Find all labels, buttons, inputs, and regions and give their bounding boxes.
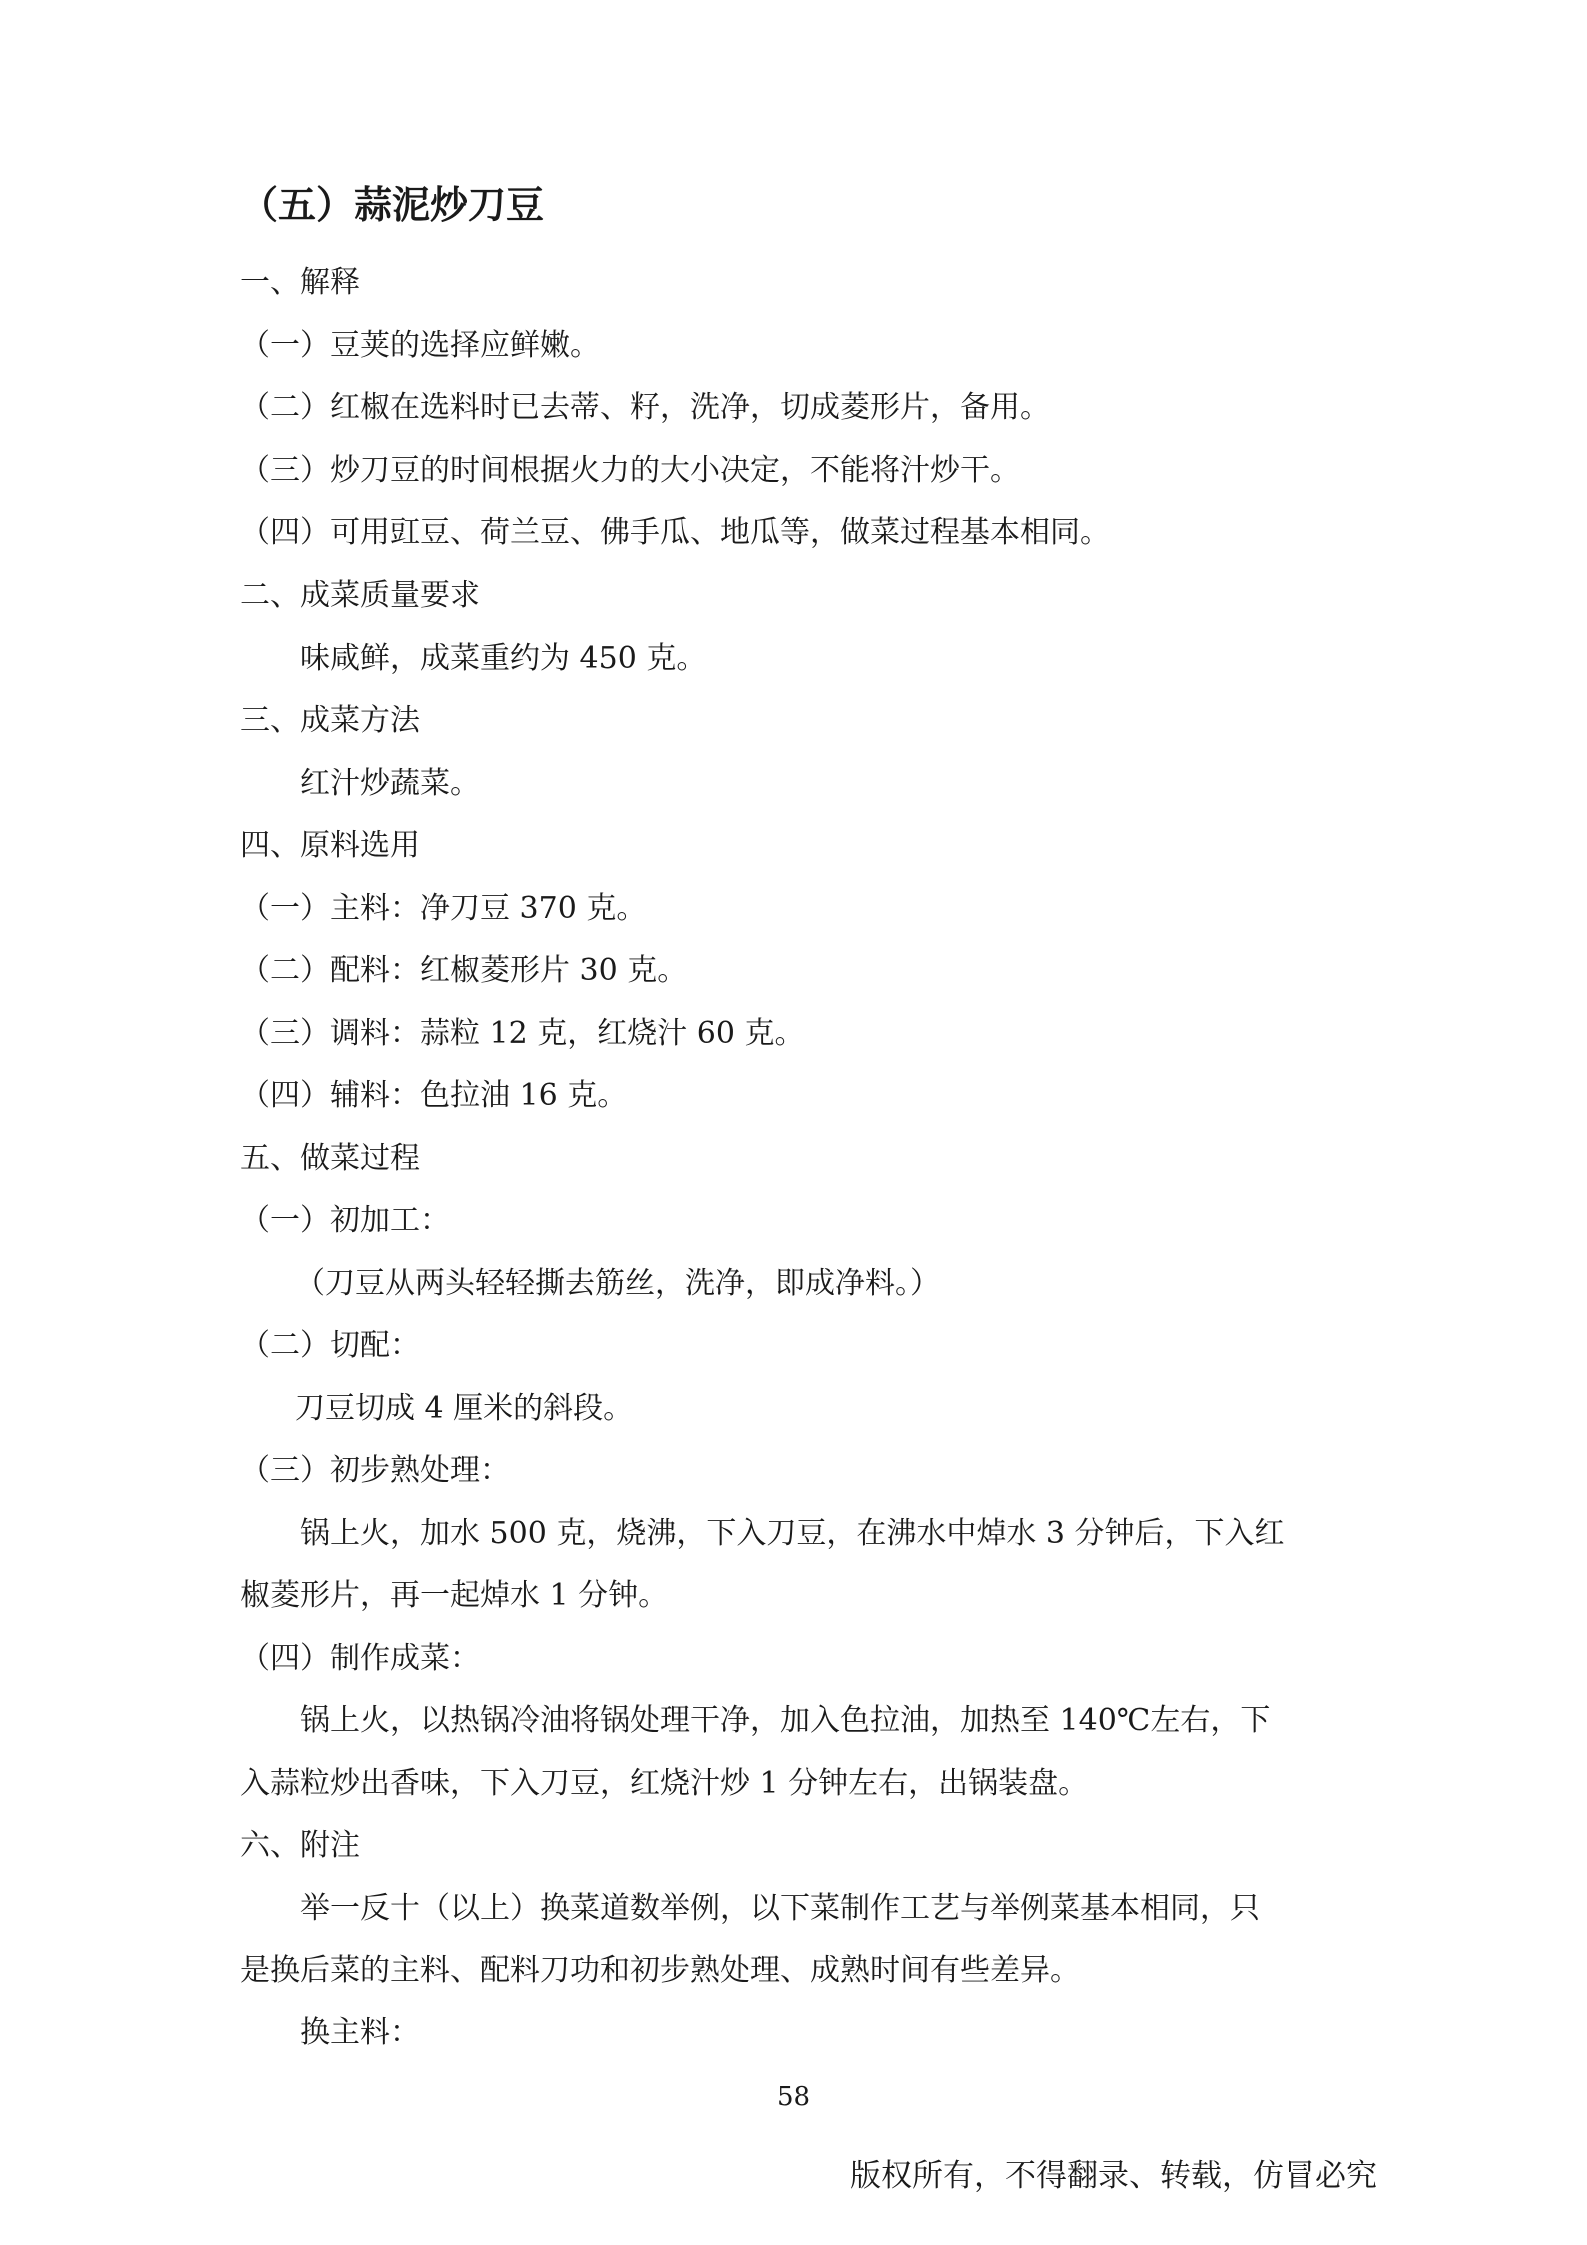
notes-substitute-main: 换主料：	[300, 2015, 420, 2050]
explanation-item-1: （一）豆荚的选择应鲜嫩。	[240, 328, 600, 363]
section-heading-notes: 六、附注	[240, 1828, 360, 1863]
process-step-3-text-line-2: 椒菱形片，再一起焯水 1 分钟。	[240, 1578, 669, 1613]
ingredient-secondary: （二）配料：红椒菱形片 30 克。	[240, 953, 688, 988]
section-heading-method: 三、成菜方法	[240, 703, 420, 738]
process-step-2-text: 刀豆切成 4 厘米的斜段。	[295, 1391, 634, 1426]
section-heading-ingredients: 四、原料选用	[240, 828, 420, 863]
ingredient-main: （一）主料：净刀豆 370 克。	[240, 891, 647, 926]
process-step-3-text-line-1: 锅上火，加水 500 克，烧沸，下入刀豆，在沸水中焯水 3 分钟后，下入红	[300, 1516, 1285, 1551]
section-heading-explanation: 一、解释	[240, 265, 360, 300]
ingredient-seasoning: （三）调料：蒜粒 12 克，红烧汁 60 克。	[240, 1016, 805, 1051]
section-heading-process: 五、做菜过程	[240, 1141, 420, 1176]
method-text: 红汁炒蔬菜。	[300, 766, 480, 801]
process-step-4-text-line-1: 锅上火，以热锅冷油将锅处理干净，加入色拉油，加热至 140℃左右，下	[300, 1703, 1271, 1738]
process-step-3-heading: （三）初步熟处理：	[240, 1453, 510, 1488]
process-step-1-text: （刀豆从两头轻轻撕去筋丝，洗净，即成净料。）	[295, 1266, 940, 1301]
notes-text-line-1: 举一反十（以上）换菜道数举例，以下菜制作工艺与举例菜基本相同，只	[300, 1891, 1260, 1926]
notes-text-line-2: 是换后菜的主料、配料刀功和初步熟处理、成熟时间有些差异。	[240, 1953, 1080, 1988]
explanation-item-2: （二）红椒在选料时已去蒂、籽，洗净，切成菱形片，备用。	[240, 390, 1050, 425]
process-step-4-heading: （四）制作成菜：	[240, 1641, 480, 1676]
explanation-item-3: （三）炒刀豆的时间根据火力的大小决定，不能将汁炒干。	[240, 453, 1020, 488]
copyright-footer: 版权所有，不得翻录、转载，仿冒必究	[850, 2158, 1377, 2194]
quality-text: 味咸鲜，成菜重约为 450 克。	[300, 641, 707, 676]
section-heading-quality: 二、成菜质量要求	[240, 578, 480, 613]
process-step-4-text-line-2: 入蒜粒炒出香味，下入刀豆，红烧汁炒 1 分钟左右，出锅装盘。	[240, 1766, 1089, 1801]
ingredient-auxiliary: （四）辅料：色拉油 16 克。	[240, 1078, 628, 1113]
process-step-2-heading: （二）切配：	[240, 1328, 420, 1363]
process-step-1-heading: （一）初加工：	[240, 1203, 450, 1238]
recipe-title: （五）蒜泥炒刀豆	[240, 183, 545, 227]
explanation-item-4: （四）可用豇豆、荷兰豆、佛手瓜、地瓜等，做菜过程基本相同。	[240, 515, 1110, 550]
page-number: 58	[776, 2082, 811, 2112]
